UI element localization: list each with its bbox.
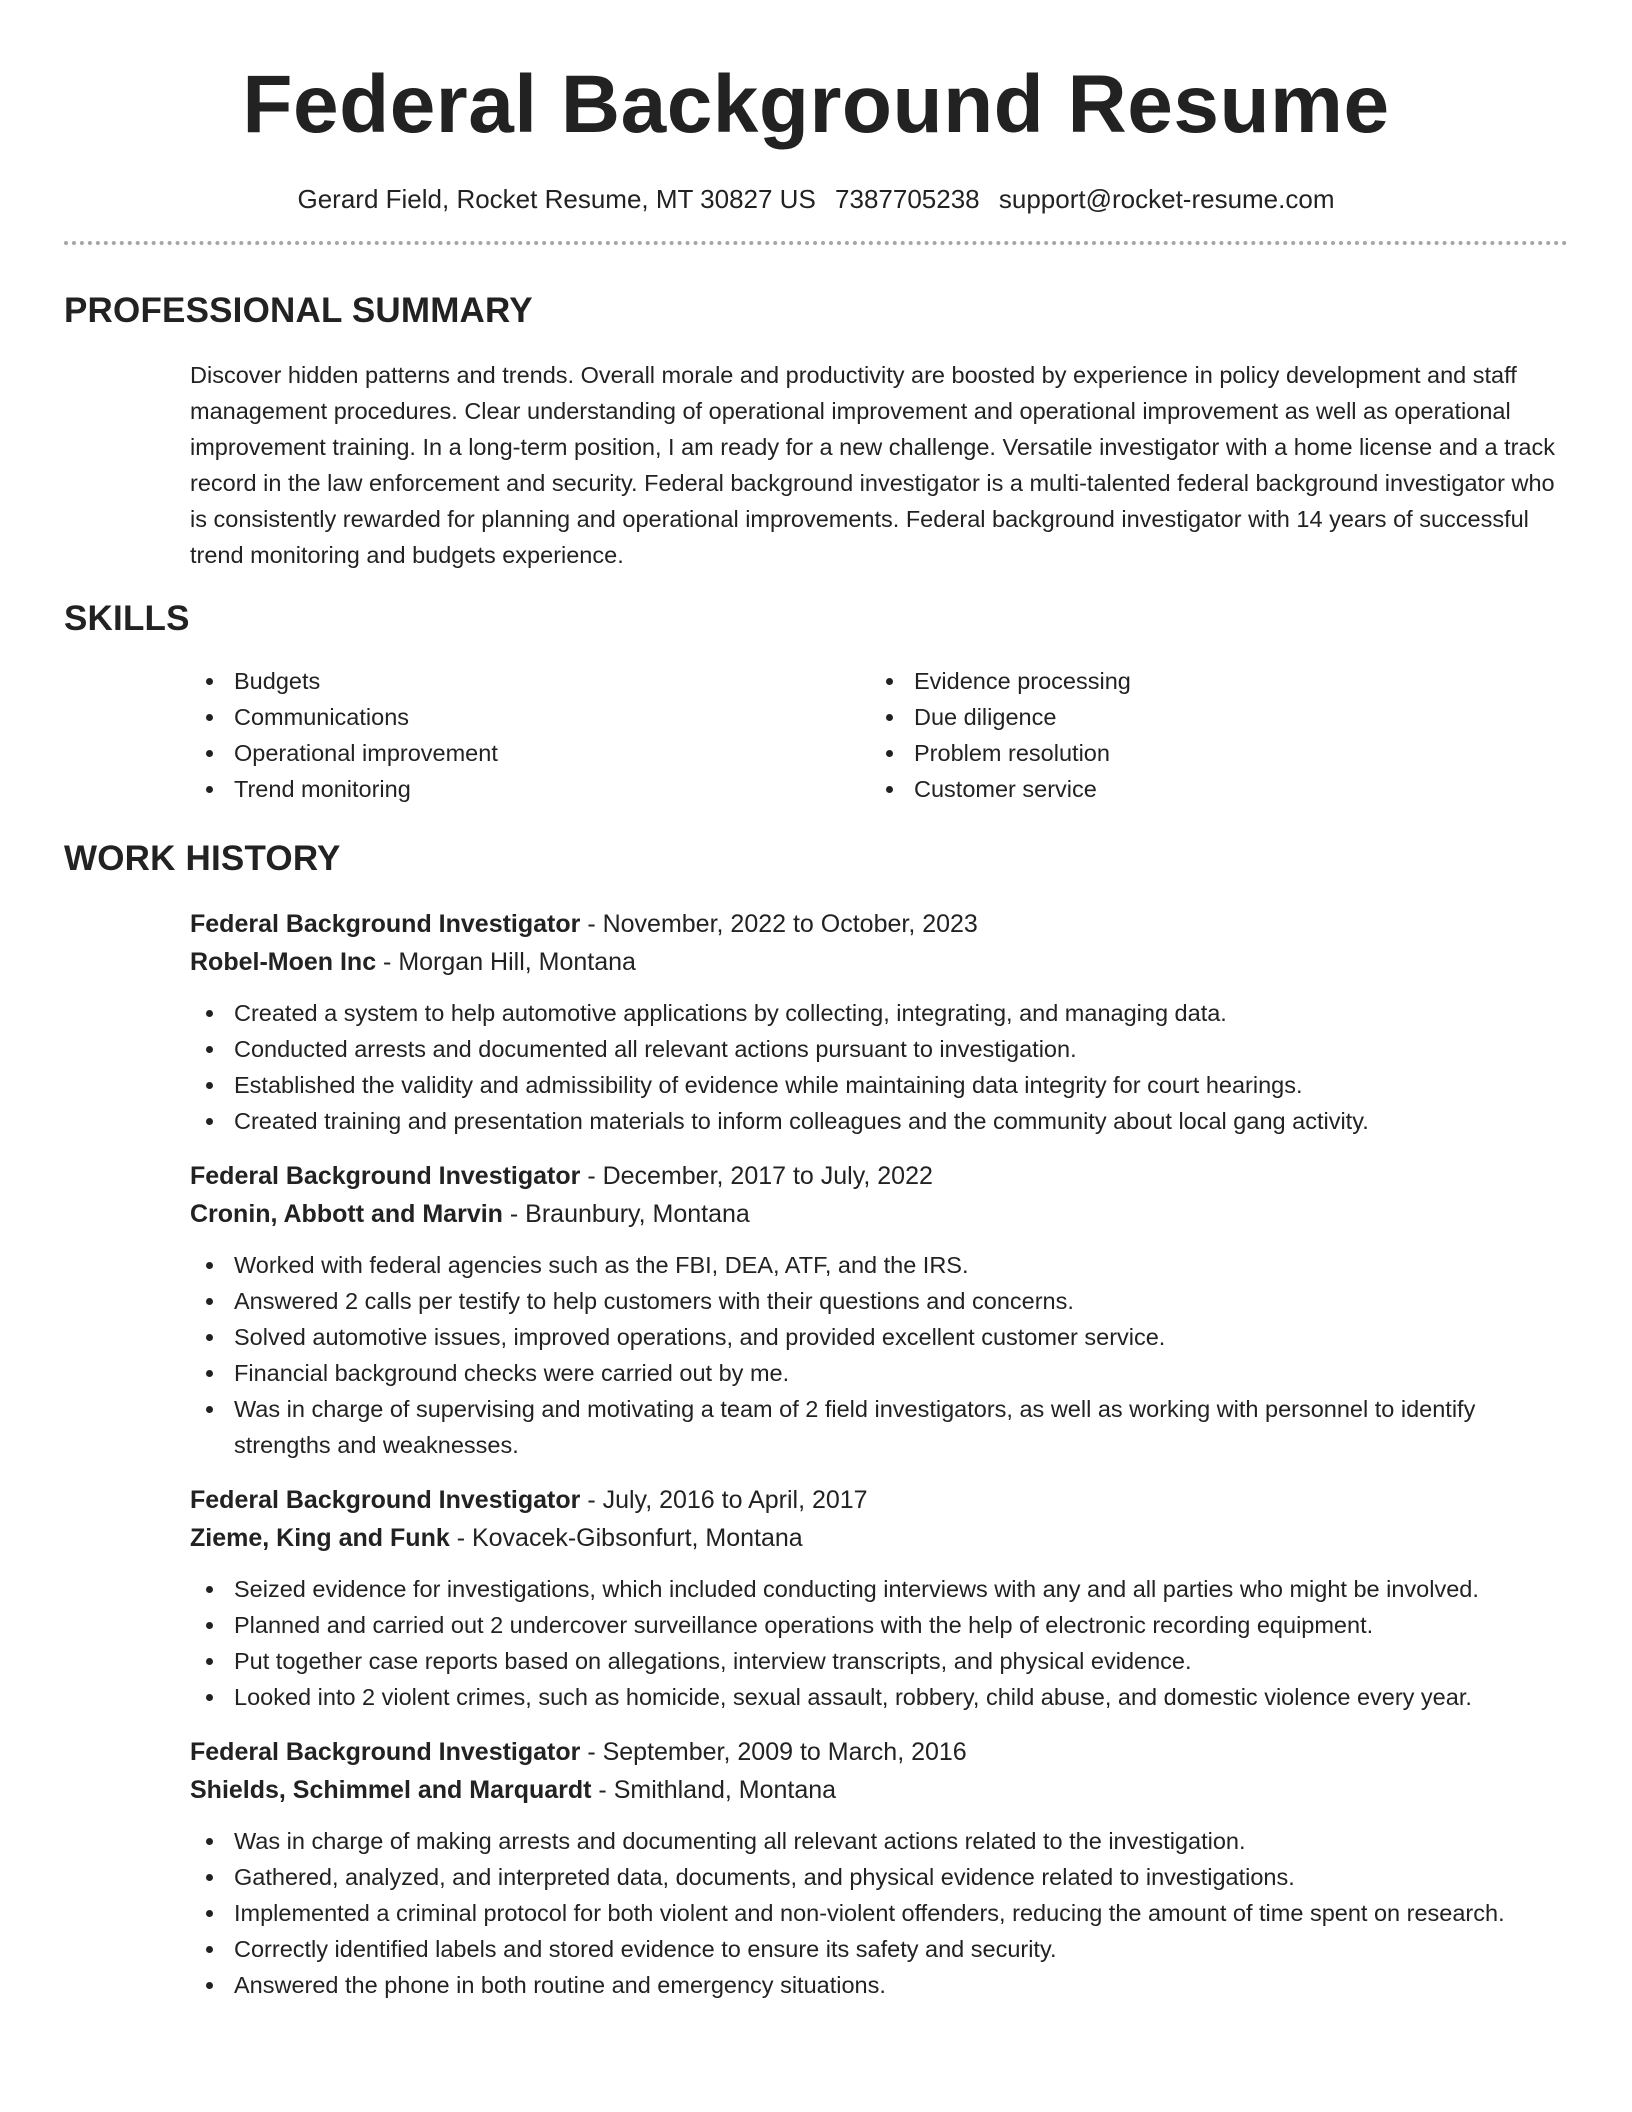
duty-item: Solved automotive issues, improved operations, and provided excellent customer service. xyxy=(190,1319,1568,1355)
resume-title: Federal Background Resume xyxy=(242,59,1390,150)
job-company: Shields, Schimmel and Marquardt xyxy=(190,1776,592,1804)
job-title-line xyxy=(190,1733,1568,1771)
job-dates: - November, 2022 to October, 2023 xyxy=(580,910,978,938)
skills-column-left xyxy=(190,663,870,807)
job-title-line xyxy=(190,905,1568,943)
skill-item: Trend monitoring xyxy=(190,771,870,807)
duty-item: Answered the phone in both routine and emergency situations. xyxy=(190,1967,1568,2003)
job-company-line xyxy=(190,943,1568,981)
job-location: - Kovacek-Gibsonfurt, Montana xyxy=(449,1524,803,1552)
skill-item: Due diligence xyxy=(870,699,1550,735)
summary-heading: PROFESSIONAL SUMMARY xyxy=(64,291,533,330)
job-location: - Braunbury, Montana xyxy=(502,1200,750,1228)
duty-item: Gathered, analyzed, and interpreted data, documents, and physical evidence related to investigations. xyxy=(190,1859,1568,1895)
job-dates: - December, 2017 to July, 2022 xyxy=(580,1162,933,1190)
duty-item: Seized evidence for investigations, which included conducting interviews with any and all parties who might be involved. xyxy=(190,1571,1568,1607)
job-entry xyxy=(190,1481,1568,1715)
job-company-line xyxy=(190,1195,1568,1233)
job-entry xyxy=(190,1157,1568,1463)
duty-item: Was in charge of supervising and motivating a team of 2 field investigators, as well as working with personnel to identify strengths and weaknesses. xyxy=(190,1391,1568,1463)
job-company-line xyxy=(190,1519,1568,1557)
duty-item: Worked with federal agencies such as the FBI, DEA, ATF, and the IRS. xyxy=(190,1247,1568,1283)
job-duties xyxy=(190,1571,1568,1715)
skills-column-right xyxy=(870,663,1550,807)
duty-item: Looked into 2 violent crimes, such as homicide, sexual assault, robbery, child abuse, and domestic violence every year. xyxy=(190,1679,1568,1715)
duty-item: Created training and presentation materials to inform colleagues and the community about local gang activity. xyxy=(190,1103,1568,1139)
contact-phone: 7387705238 xyxy=(835,184,980,214)
work-history-heading: WORK HISTORY xyxy=(64,839,341,878)
duty-item: Was in charge of making arrests and documenting all relevant actions related to the investigation. xyxy=(190,1823,1568,1859)
contact-email: support@rocket-resume.com xyxy=(998,184,1335,214)
skill-item: Budgets xyxy=(190,663,870,699)
contact-line xyxy=(64,184,1568,215)
header-divider xyxy=(64,241,1568,245)
job-location: - Smithland, Montana xyxy=(591,1776,837,1804)
job-entry xyxy=(190,1733,1568,2003)
skill-item: Operational improvement xyxy=(190,735,870,771)
job-entry xyxy=(190,905,1568,1139)
job-title: Federal Background Investigator xyxy=(190,1738,581,1766)
summary-text: Discover hidden patterns and trends. Overall morale and productivity are boosted by experience in policy development and staff management procedures. Clear understanding of operational improvement and operational improvement as well as operational improvement training. In a long-term position, I am ready for a new challenge. Versatile investigator with a home license and a track record in the law enforcement and security. Federal background investigator is a multi-talented federal background investigator who is consistently rewarded for planning and operational improvements. Federal background investigator with 14 years of successful trend monitoring and budgets experience. xyxy=(190,362,1555,568)
contact-address: Gerard Field, Rocket Resume, MT 30827 US xyxy=(297,184,816,214)
duty-item: Created a system to help automotive applications by collecting, integrating, and managing data. xyxy=(190,995,1568,1031)
job-location: - Morgan Hill, Montana xyxy=(376,948,636,976)
job-duties xyxy=(190,1247,1568,1463)
skills-list xyxy=(190,663,1568,807)
skill-item: Customer service xyxy=(870,771,1550,807)
job-title-line xyxy=(190,1157,1568,1195)
job-company-line xyxy=(190,1771,1568,1809)
job-company: Cronin, Abbott and Marvin xyxy=(190,1200,503,1228)
job-title: Federal Background Investigator xyxy=(190,1162,581,1190)
duty-item: Put together case reports based on allegations, interview transcripts, and physical evidence. xyxy=(190,1643,1568,1679)
skill-item: Problem resolution xyxy=(870,735,1550,771)
duty-item: Conducted arrests and documented all relevant actions pursuant to investigation. xyxy=(190,1031,1568,1067)
duty-item: Answered 2 calls per testify to help customers with their questions and concerns. xyxy=(190,1283,1568,1319)
job-title-line xyxy=(190,1481,1568,1519)
job-dates: - July, 2016 to April, 2017 xyxy=(580,1486,868,1514)
skill-item: Evidence processing xyxy=(870,663,1550,699)
job-dates: - September, 2009 to March, 2016 xyxy=(580,1738,967,1766)
job-duties xyxy=(190,995,1568,1139)
job-title: Federal Background Investigator xyxy=(190,910,581,938)
skills-heading: SKILLS xyxy=(64,599,190,638)
job-title: Federal Background Investigator xyxy=(190,1486,581,1514)
job-duties xyxy=(190,1823,1568,2003)
duty-item: Planned and carried out 2 undercover surveillance operations with the help of electronic recording equipment. xyxy=(190,1607,1568,1643)
job-company: Robel-Moen Inc xyxy=(190,948,377,976)
job-company: Zieme, King and Funk xyxy=(190,1524,450,1552)
duty-item: Established the validity and admissibility of evidence while maintaining data integrity for court hearings. xyxy=(190,1067,1568,1103)
duty-item: Correctly identified labels and stored evidence to ensure its safety and security. xyxy=(190,1931,1568,1967)
skill-item: Communications xyxy=(190,699,870,735)
duty-item: Financial background checks were carried out by me. xyxy=(190,1355,1568,1391)
duty-item: Implemented a criminal protocol for both violent and non-violent offenders, reducing the amount of time spent on research. xyxy=(190,1895,1568,1931)
